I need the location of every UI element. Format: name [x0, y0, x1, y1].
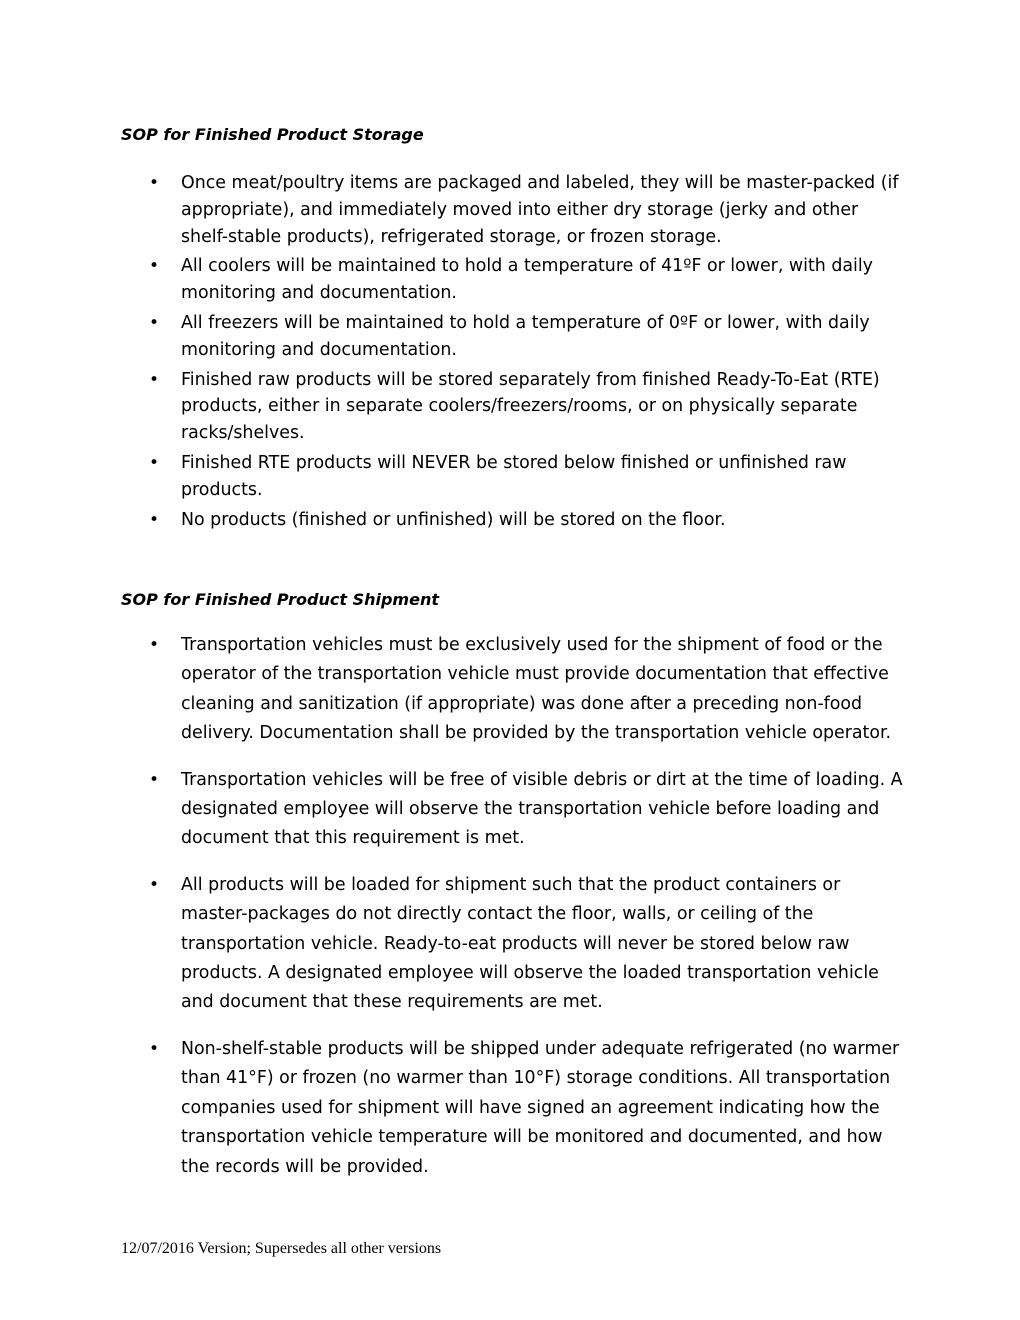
storage-bullet-list: [0, 170, 906, 536]
list-item-text: Transportation vehicles will be free of visible debris or dirt at the time of loading. A designated employee will observe the transportation vehicle before loading and document that this requirement is met.: [181, 769, 903, 849]
bullet-icon: •: [149, 369, 160, 390]
list-item: [0, 1035, 906, 1182]
list-item: [0, 253, 906, 307]
bullet-icon: •: [149, 509, 160, 530]
page-footer: 12/07/2016 Version; Supersedes all other versions: [121, 1240, 442, 1257]
list-item-text: All products will be loaded for shipment such that the product containers or master-packages do not directly contact the floor, walls, or ceiling of the transportation vehicle. Ready-to-eat products will never be stored below raw products. A designated employee will observe the loaded transportation vehicle and document that these requirements are met.: [181, 874, 879, 1013]
bullet-icon: •: [149, 452, 160, 473]
list-item: [0, 310, 906, 364]
list-item: [0, 631, 906, 749]
list-item-text: Once meat/poultry items are packaged and labeled, they will be master-packed (if appropriate), and immediately moved into either dry storage (jerky and other shelf-stable products), refrigerated storage, or frozen storage.: [181, 173, 899, 247]
bullet-icon: •: [149, 874, 160, 895]
shipment-section-heading: SOP for Finished Product Shipment: [121, 590, 439, 609]
bullet-icon: •: [149, 173, 160, 193]
shipment-bullet-list: [0, 631, 906, 1199]
list-item: [0, 766, 906, 854]
list-item-text: Transportation vehicles must be exclusively used for the shipment of food or the operator of the transportation vehicle must provide documentation that effective cleaning and sanitization (if appropriate) was done after a preceding non-food delivery. Documentation shall be provided by the transportation vehicle operator.: [181, 635, 892, 744]
list-item-text: Finished RTE products will NEVER be stored below finished or unfinished raw products.: [181, 452, 847, 500]
list-item-text: All coolers will be maintained to hold a temperature of 41ºF or lower, with daily monitoring and documentation.: [181, 256, 873, 304]
bullet-icon: •: [149, 312, 160, 333]
bullet-icon: •: [149, 635, 160, 655]
storage-section-heading: SOP for Finished Product Storage: [121, 125, 424, 144]
list-item: [0, 367, 906, 447]
bullet-icon: •: [149, 769, 160, 790]
list-item: [0, 170, 906, 250]
list-item: [0, 450, 906, 504]
list-item: [0, 507, 906, 534]
list-item: [0, 871, 906, 1018]
bullet-icon: •: [149, 256, 160, 277]
list-item-text: Finished raw products will be stored separately from finished Ready-To-Eat (RTE) products, either in separate coolers/freezers/rooms, or on physically separate racks/shelves.: [181, 369, 880, 444]
list-item-text: No products (finished or unfinished) will be stored on the floor.: [181, 509, 726, 530]
list-item-text: Non-shelf-stable products will be shipped under adequate refrigerated (no warmer than 41°F) or frozen (no warmer than 10°F) storage conditions. All transportation companies used for shipment will have signed an agreement indicating how the transportation vehicle temperature will be monitored and documented, and how the records will be provided.: [181, 1038, 900, 1177]
bullet-icon: •: [149, 1038, 160, 1059]
list-item-text: All freezers will be maintained to hold a temperature of 0ºF or lower, with daily monitoring and documentation.: [181, 312, 870, 360]
